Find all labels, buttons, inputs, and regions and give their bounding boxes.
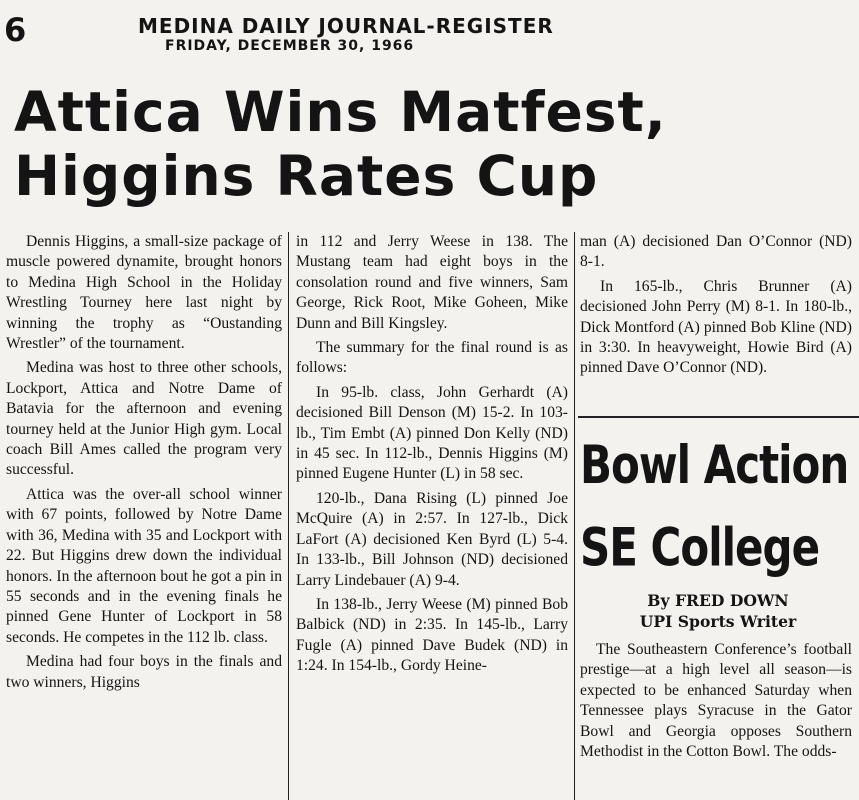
article-column-3 [580,232,852,383]
paragraph: The Southeastern Conference’s football prestige—at a high level all season—is expected to be enhanced Saturday when Tennessee plays Syracuse in the Gator Bowl and Georgia opposes Southern Methodist in the Cotton Bowl. The odds- [580,641,852,761]
paragraph: In 165-lb., Chris Brunner (A) decisioned John Perry (M) 8-1. In 180-lb., Dick Montford (A) pinned Bob Kline (ND) in 3:30. In heavyweight, Howie Bird (A) pinned Dave O’Connor (ND). [580,277,852,377]
byline [580,590,856,632]
paragraph: Medina had four boys in the finals and two winners, Higgins [6,653,282,691]
column-divider [288,232,289,800]
page-number: 6 [4,11,27,49]
masthead [0,0,859,66]
paragraph: Attica was the over-all school winner with 67 points, followed by Notre Dame with 36, Medina with 35 and Lockport with 22. But Higgins drew down the individual honors. In the afternoon bout he got a pin in 55 seconds and in the evening finals he pinned Gene Hunter of Lockport in 58 seconds. He competes in the 112 lb. class. [6,485,282,646]
sidebar-headline-line-2: SE College [580,516,820,578]
paragraph: Medina was host to three other schools, Lockport, Attica and Notre Dame of Batavia for the afternoon and evening tourney held at the Junior High gym. Local coach Bill Ames called the program very successful. [6,359,282,479]
section-divider [578,416,859,418]
paragraph: In 138-lb., Jerry Weese (M) pinned Bob Balbick (ND) in 2:35. In 145-lb., Larry Fugle (A) pinned Dave Budek (ND) in 1:24. In 154-lb., Gordy Heine- [296,595,568,675]
sidebar-headline-line-1: Bowl Action [580,434,849,496]
paragraph: 120-lb., Dana Rising (L) pinned Joe McQuire (A) in 2:57. In 127-lb., Dick LaFort (A) decisioned Ken Byrd (L) 5-4. In 133-lb., Bill Johnson (ND) decisioned Larry Lindebauer (A) 9-4. [296,489,568,589]
paragraph-continued: man (A) decisioned Dan O’Connor (ND) 8-1. [580,233,852,271]
issue-date: FRIDAY, DECEMBER 30, 1966 [165,38,415,54]
headline-line-2: Higgins Rates Cup [14,144,599,208]
paragraph: In 95-lb. class, John Gerhardt (A) decisioned Bill Denson (M) 15-2. In 103-lb., Tim Embt (A) pinned Don Kelly (ND) in 45 sec. In 112-lb., Dennis Higgins (M) pinned Eugene Hunter (L) in 58 sec. [296,383,568,483]
paragraph-continued: in 112 and Jerry Weese in 138. The Mustang team had eight boys in the consolation round and five winners, Sam George, Rick Root, Mike Goheen, Mike Dunn and Bill Kingsley. [296,233,568,332]
article-column-2 [296,232,568,800]
headline-line-1: Attica Wins Matfest, [14,80,667,144]
newspaper-name: MEDINA DAILY JOURNAL-REGISTER [138,14,554,38]
paragraph: Dennis Higgins, a small-size package of muscle powered dynamite, brought honors to Medina High School in the Holiday Wrestling Tourney here last night by winning the trophy as “Oustanding Wrestler” of the tournament. [6,233,282,353]
paragraph: The summary for the final round is as follows: [296,339,568,377]
byline-name: By FRED DOWN [647,591,789,610]
byline-title: UPI Sports Writer [639,612,797,631]
sidebar-headline [580,424,856,589]
main-headline [14,80,854,208]
column-divider [574,232,575,800]
sidebar-story-body [580,640,852,762]
article-column-1 [6,232,282,697]
